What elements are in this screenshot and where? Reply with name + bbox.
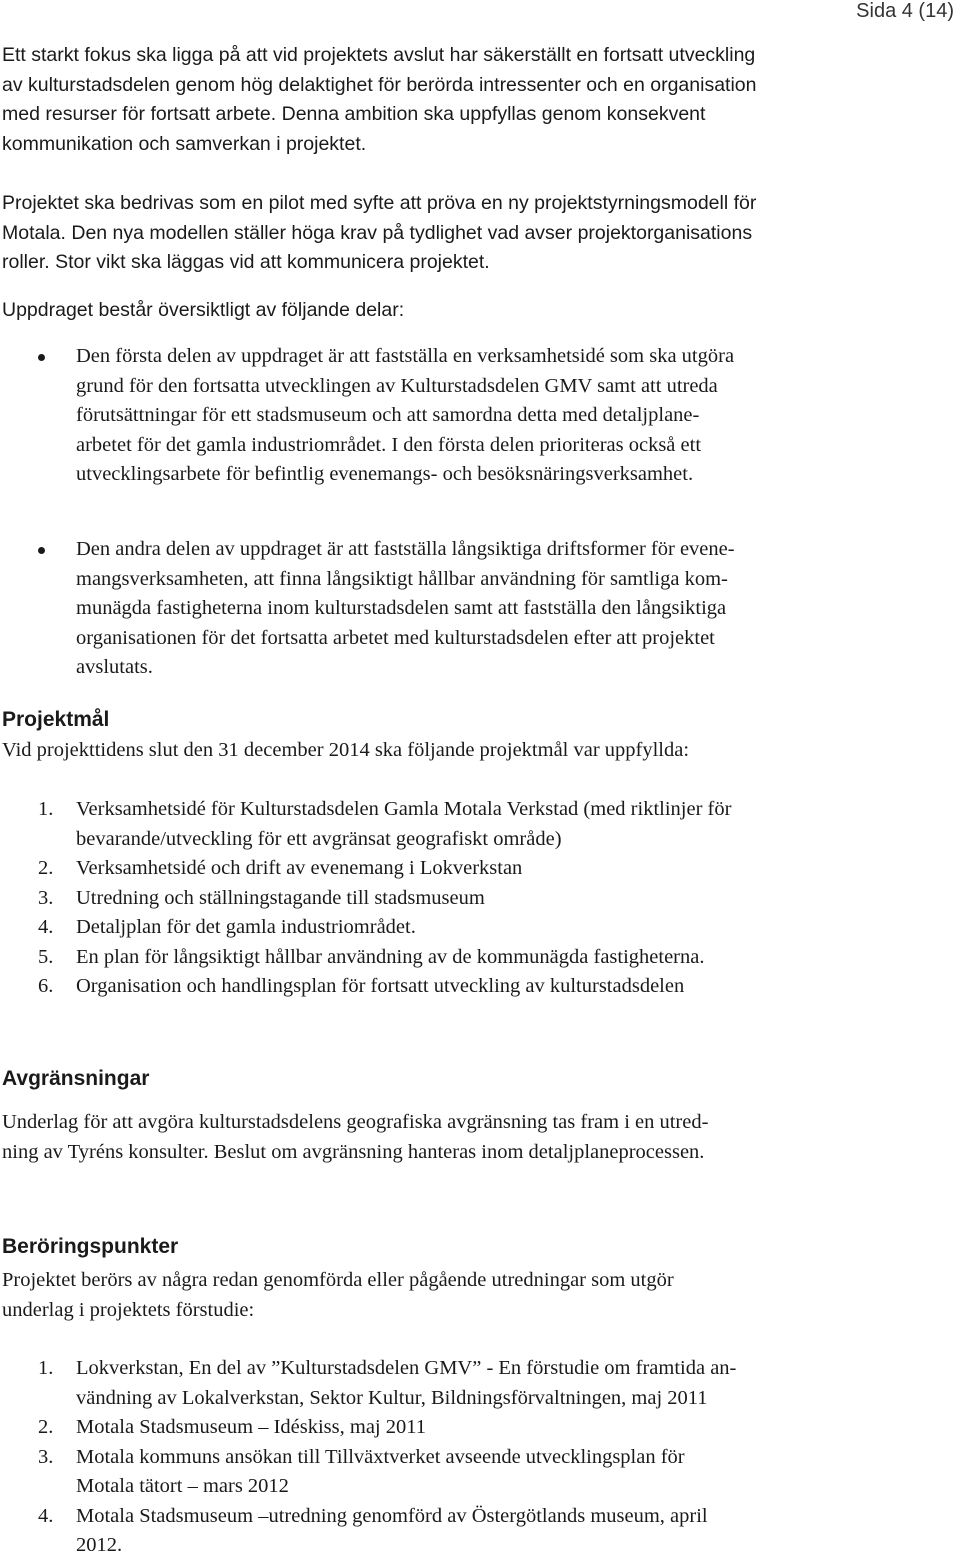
text-line: kommunikation och samverkan i projektet. xyxy=(2,132,367,155)
text-line: bevarande/utveckling för ett avgränsat geografiskt område) xyxy=(76,827,562,850)
text-line: Uppdraget består översiktligt av följande delar: xyxy=(2,299,405,321)
text-line: Motala. Den nya modellen ställer höga krav på tydlighet vad avser projektorganisations xyxy=(2,221,753,244)
text-line: förutsättningar för ett stadsmuseum och att samordna detta med detaljplane- xyxy=(76,404,700,426)
list-number: 6. xyxy=(38,975,54,997)
section-heading-avgransningar: Avgränsningar xyxy=(2,1067,150,1090)
text-line: underlag i projektets förstudie: xyxy=(2,1298,255,1321)
list-item xyxy=(0,795,920,854)
text-line: Underlag för att avgöra kulturstadsdelens geografiska avgränsning tas fram i en utred- xyxy=(2,1111,709,1133)
text-line: av kulturstadsdelen genom hög delaktighet för berörda intressenter och en organisation xyxy=(2,73,757,96)
text-line: Ett starkt fokus ska ligga på att vid projektets avslut har säkerställt en fortsatt utveckling xyxy=(2,44,756,66)
bullet-icon xyxy=(38,547,45,554)
list-number: 5. xyxy=(38,945,54,968)
text-line: Motala Stadsmuseum – Idéskiss, maj 2011 xyxy=(76,1416,426,1438)
text-line: grund för den fortsatta utvecklingen av Kulturstadsdelen GMV samt att utreda xyxy=(76,374,718,397)
avgransningar-paragraph xyxy=(2,1108,708,1167)
projektmal-intro xyxy=(2,736,689,766)
text-line: Verksamhetsidé för Kulturstadsdelen Gamla Motala Verkstad (med riktlinjer för xyxy=(76,798,732,820)
assignment-intro xyxy=(2,296,404,326)
list-item xyxy=(0,1413,920,1443)
list-number: 2. xyxy=(38,1416,54,1438)
section-heading-beroringspunkter: Beröringspunkter xyxy=(2,1235,179,1258)
list-item xyxy=(0,1502,920,1561)
beroringspunkter-list xyxy=(0,1354,920,1561)
text-line: Den andra delen av uppdraget är att fastställa långsiktiga driftsformer för evene- xyxy=(76,538,735,560)
text-line: vändning av Lokalverkstan, Sektor Kultur, Bildningsförvaltningen, maj 2011 xyxy=(76,1386,708,1409)
text-line: Organisation och handlingsplan för fortsatt utveckling av kulturstadsdelen xyxy=(76,975,685,997)
list-item xyxy=(0,913,920,943)
text-line: Motala kommuns ansökan till Tillväxtverket avseende utvecklingsplan för xyxy=(76,1445,685,1468)
assignment-bullet-item xyxy=(0,342,920,490)
projektmal-list xyxy=(0,795,920,1002)
list-item xyxy=(0,1443,920,1502)
text-line: Motala Stadsmuseum –utredning genomförd av Östergötlands museum, april xyxy=(76,1504,708,1527)
text-line: Vid projekttidens slut den 31 december 2014 ska följande projektmål var uppfyllda: xyxy=(2,739,690,761)
list-number: 2. xyxy=(38,857,54,879)
list-item xyxy=(0,884,920,914)
bullet-icon xyxy=(38,354,45,361)
list-number: 4. xyxy=(38,1504,54,1527)
text-line: munägda fastigheterna inom kulturstadsdelen samt att fastställa den långsiktiga xyxy=(76,597,727,619)
text-line: Verksamhetsidé och drift av evenemang i Lokverkstan xyxy=(76,857,523,879)
text-line: avslutats. xyxy=(76,656,153,678)
text-line: ning av Tyréns konsulter. Beslut om avgränsning hanteras inom detaljplaneprocessen. xyxy=(2,1140,705,1163)
text-line: Detaljplan för det gamla industriområdet. xyxy=(76,916,416,938)
text-line: Projektet ska bedrivas som en pilot med syfte att pröva en ny projektstyrningsmodell för xyxy=(2,192,757,214)
text-line: med resurser för fortsatt arbete. Denna ambition ska uppfyllas genom konsekvent xyxy=(2,103,706,125)
text-line: utvecklingsarbete för befintlig evenemangs- och besöksnäringsverksamhet. xyxy=(76,463,694,485)
beroringspunkter-paragraph xyxy=(2,1266,674,1325)
list-number: 1. xyxy=(38,1357,54,1379)
list-number: 4. xyxy=(38,916,54,938)
text-line: mangsverksamheten, att finna långsiktigt hållbar användning för samtliga kom- xyxy=(76,567,728,590)
list-item xyxy=(0,854,920,884)
text-line: Utredning och ställningstagande till stadsmuseum xyxy=(76,886,485,909)
text-line: Projektet berörs av några redan genomförda eller pågående utredningar som utgör xyxy=(2,1269,674,1291)
list-number: 1. xyxy=(38,798,54,820)
text-line: Motala tätort – mars 2012 xyxy=(76,1475,289,1497)
section-heading-projektmal: Projektmål xyxy=(2,708,110,731)
text-line: arbetet för det gamla industriområdet. I den första delen prioriteras också ett xyxy=(76,433,702,456)
text-line: Den första delen av uppdraget är att fastställa en verksamhetsidé som ska utgöra xyxy=(76,345,735,367)
page-number: Sida 4 (14) xyxy=(856,0,954,22)
list-number: 3. xyxy=(38,886,54,909)
list-number: 3. xyxy=(38,1445,54,1468)
text-line: organisationen för det fortsatta arbetet med kulturstadsdelen efter att projektet xyxy=(76,626,715,649)
list-item xyxy=(0,972,920,1002)
text-line: Lokverkstan, En del av ”Kulturstadsdelen GMV” - En förstudie om framtida an- xyxy=(76,1357,737,1379)
intro-paragraph xyxy=(2,41,756,159)
list-item xyxy=(0,943,920,973)
list-item xyxy=(0,1354,920,1413)
assignment-bullet-item xyxy=(0,535,920,683)
text-line: En plan för långsiktigt hållbar användning av de kommunägda fastigheterna. xyxy=(76,945,705,968)
text-line: 2012. xyxy=(76,1534,123,1556)
pilot-paragraph xyxy=(2,189,756,278)
text-line: roller. Stor vikt ska läggas vid att kommunicera projektet. xyxy=(2,251,490,273)
